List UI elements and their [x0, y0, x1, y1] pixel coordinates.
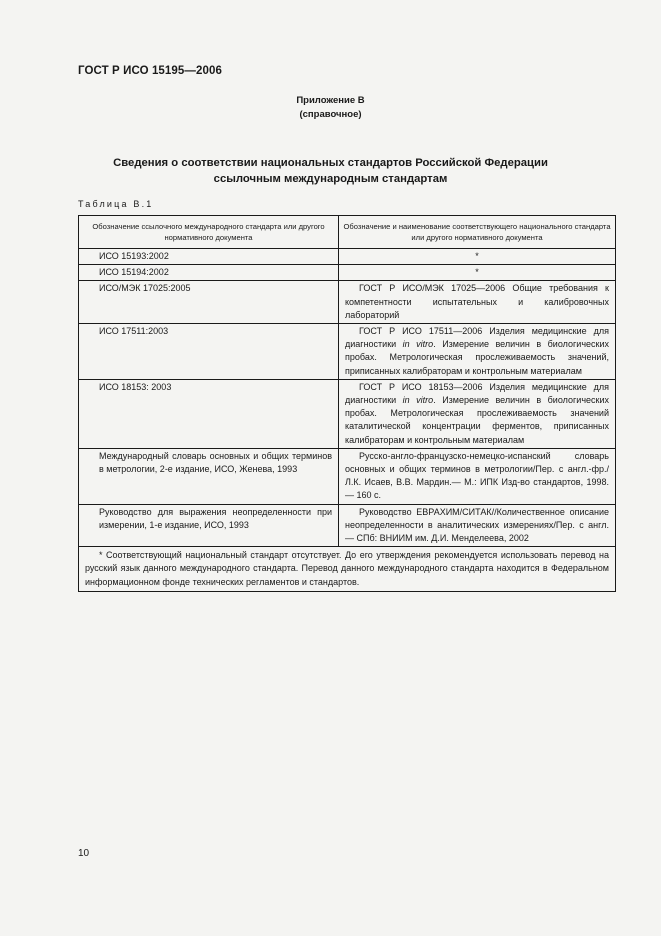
column-header-reference: Обозначение ссылочного международного стандарта или другого нормативного документа — [79, 216, 339, 249]
table-row — [79, 281, 616, 324]
national-text: Руководство ЕВРАХИМ/СИТАК//Количественное описание неопределенности в аналитических измерениях/Пер. с англ. — СПб: ВНИИМ им. Д.И. Менделеева, 2002 — [345, 506, 609, 544]
national-text: Русско-англо-французско-немецко-испанский словарь основных и общих терминов в метрологии/Пер. с англ.-фр./Л.К. Исаев, В.В. Мардин.— М.: ИПК Изд-во стандартов, 1998.— 160 с. — [345, 450, 609, 501]
document-header: ГОСТ Р ИСО 15195—2006 — [78, 65, 223, 77]
reference-cell: ИСО 15194:2002 — [79, 265, 339, 281]
correspondence-table — [78, 215, 616, 592]
national-cell — [339, 324, 616, 380]
national-text — [345, 381, 609, 447]
reference-cell: ИСО 18153: 2003 — [79, 379, 339, 448]
table-header-row — [79, 216, 616, 249]
national-cell: * — [339, 249, 616, 265]
footnote-text: * Соответствующий национальный стандарт отсутствует. До его утверждения рекомендуется использовать перевод на русский язык данного международного стандарта. Перевод данного международного стандарта находится в Федеральном информационном фонде технических регламентов и стандартов. — [85, 550, 609, 587]
national-text-part: ГОСТ Р ИСО 18153—2006 Изделия медицинские для диагностики — [345, 381, 609, 406]
national-text — [345, 325, 609, 378]
table-footnote-row — [79, 547, 616, 592]
reference-cell: ИСО 17511:2003 — [79, 324, 339, 380]
reference-cell: Международный словарь основных и общих терминов в метрологии, 2-е издание, ИСО, Женева, 1993 — [79, 448, 339, 504]
title-line-1: Сведения о соответствии национальных стандартов Российской Федерации — [113, 157, 548, 169]
table-row — [79, 265, 616, 281]
national-cell: * — [339, 265, 616, 281]
national-cell — [339, 281, 616, 324]
reference-cell: ИСО 15193:2002 — [79, 249, 339, 265]
national-text: ГОСТ Р ИСО/МЭК 17025—2006 Общие требования к компетентности испытательных и калибровочных лабораторий — [345, 283, 609, 320]
national-text-part: ГОСТ Р ИСО 17511—2006 Изделия медицинские для диагностики — [345, 326, 609, 350]
annex-type: (справочное) — [299, 109, 362, 120]
national-cell — [339, 379, 616, 448]
annex-heading — [0, 94, 661, 122]
table-row — [79, 448, 616, 504]
national-text-italic: in vitro — [402, 339, 434, 350]
table-row — [79, 324, 616, 380]
table-row — [79, 504, 616, 547]
national-text-italic: in vitro — [402, 395, 434, 406]
national-text-part: . Измерение величин в биологических пробах. Метрологическая прослеживаемость значений, приписанных калибраторам и контрольным материалам — [345, 339, 609, 376]
title-line-2: ссылочным международным стандартам — [213, 173, 448, 185]
national-text-part: . Измерение величин в биологических пробах. Метрологическая прослеживаемость значений каталитической концентрации ферментов, приписанных калибраторам и контрольным материалам — [345, 395, 609, 445]
national-cell — [339, 504, 616, 547]
reference-cell: ИСО/МЭК 17025:2005 — [79, 281, 339, 324]
table-row — [79, 249, 616, 265]
page-title — [0, 155, 661, 187]
table-row — [79, 379, 616, 448]
table-footnote — [79, 547, 616, 592]
reference-cell: Руководство для выражения неопределенности при измерении, 1-е издание, ИСО, 1993 — [79, 504, 339, 547]
page-number: 10 — [78, 848, 90, 859]
column-header-national: Обозначение и наименование соответствующего национального стандарта или другого нормативного документа — [339, 216, 616, 249]
annex-label: Приложение В — [296, 95, 365, 106]
national-cell — [339, 448, 616, 504]
table-caption: Таблица В.1 — [78, 199, 154, 209]
